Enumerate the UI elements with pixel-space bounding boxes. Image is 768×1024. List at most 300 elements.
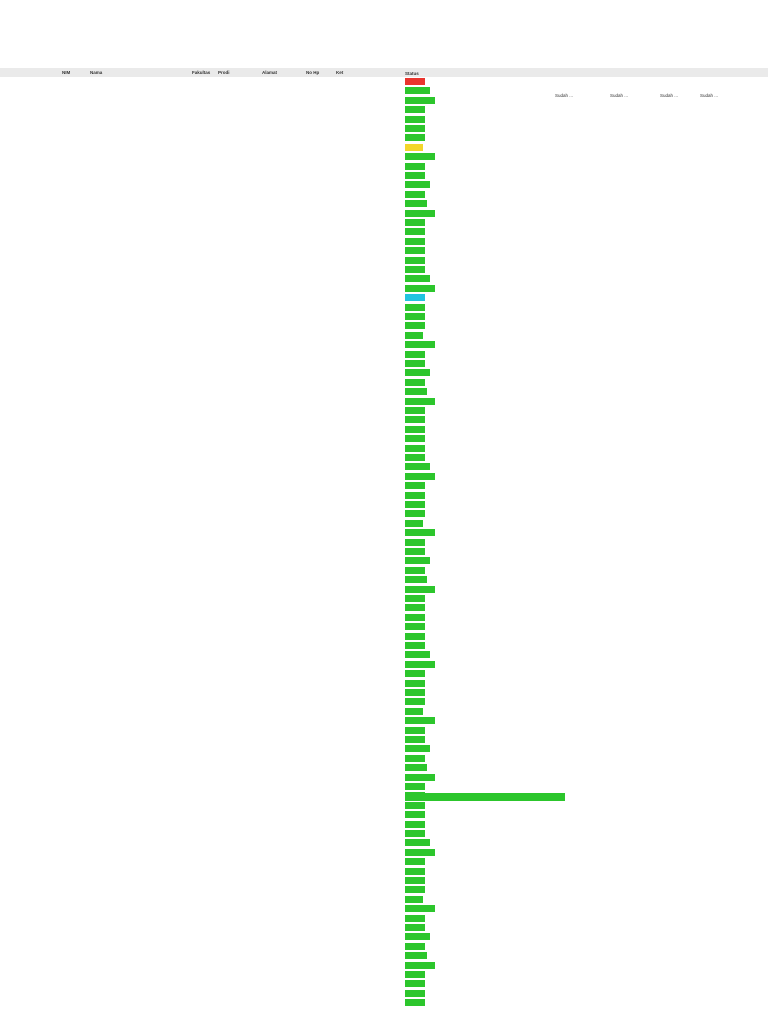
table-row[interactable] <box>0 359 768 368</box>
table-cell[interactable] <box>192 519 218 528</box>
table-cell[interactable] <box>62 594 88 603</box>
table-cell[interactable] <box>306 716 336 725</box>
table-cell[interactable] <box>218 641 262 650</box>
table-cell[interactable] <box>90 519 190 528</box>
table-row[interactable] <box>0 970 768 979</box>
table-cell[interactable] <box>336 500 406 509</box>
table-row[interactable] <box>0 848 768 857</box>
table-cell[interactable] <box>62 829 88 838</box>
table-row[interactable] <box>0 885 768 894</box>
table-cell[interactable] <box>336 613 406 622</box>
table-cell[interactable] <box>62 472 88 481</box>
table-cell[interactable] <box>306 660 336 669</box>
table-cell[interactable] <box>262 895 306 904</box>
table-cell[interactable] <box>218 491 262 500</box>
table-cell[interactable] <box>218 547 262 556</box>
table-cell[interactable] <box>90 143 190 152</box>
table-cell[interactable] <box>262 519 306 528</box>
table-cell[interactable] <box>62 697 88 706</box>
table-row[interactable] <box>0 998 768 1007</box>
table-cell[interactable] <box>62 679 88 688</box>
table-cell[interactable] <box>336 829 406 838</box>
table-cell[interactable] <box>306 904 336 913</box>
table-cell[interactable] <box>306 293 336 302</box>
table-cell[interactable] <box>218 434 262 443</box>
status-cell[interactable] <box>405 125 425 132</box>
table-cell[interactable] <box>262 998 306 1007</box>
table-cell[interactable] <box>192 603 218 612</box>
table-cell[interactable] <box>90 838 190 847</box>
table-cell[interactable] <box>306 237 336 246</box>
table-cell[interactable] <box>192 848 218 857</box>
table-cell[interactable] <box>306 970 336 979</box>
table-row[interactable] <box>0 773 768 782</box>
table-cell[interactable] <box>306 726 336 735</box>
table-cell[interactable] <box>62 932 88 941</box>
table-cell[interactable] <box>306 500 336 509</box>
status-cell[interactable] <box>405 313 425 320</box>
table-cell[interactable] <box>218 782 262 791</box>
table-cell[interactable] <box>192 265 218 274</box>
table-cell[interactable] <box>336 77 406 86</box>
table-cell[interactable] <box>218 415 262 424</box>
table-cell[interactable] <box>192 556 218 565</box>
table-cell[interactable] <box>62 321 88 330</box>
table-cell[interactable] <box>62 77 88 86</box>
table-cell[interactable] <box>306 190 336 199</box>
table-cell[interactable] <box>336 265 406 274</box>
table-cell[interactable] <box>192 885 218 894</box>
table-cell[interactable] <box>90 491 190 500</box>
table-cell[interactable] <box>306 885 336 894</box>
table-cell[interactable] <box>306 603 336 612</box>
table-cell[interactable] <box>90 942 190 951</box>
table-cell[interactable] <box>218 754 262 763</box>
table-cell[interactable] <box>218 810 262 819</box>
table-row[interactable] <box>0 594 768 603</box>
table-cell[interactable] <box>192 961 218 970</box>
table-cell[interactable] <box>90 152 190 161</box>
table-cell[interactable] <box>62 133 88 142</box>
table-cell[interactable] <box>306 810 336 819</box>
table-cell[interactable] <box>336 895 406 904</box>
table-cell[interactable] <box>90 86 190 95</box>
table-cell[interactable] <box>218 744 262 753</box>
table-cell[interactable] <box>306 199 336 208</box>
table-cell[interactable] <box>90 820 190 829</box>
table-cell[interactable] <box>218 857 262 866</box>
table-cell[interactable] <box>336 303 406 312</box>
table-cell[interactable] <box>336 782 406 791</box>
table-cell[interactable] <box>306 688 336 697</box>
status-cell[interactable] <box>405 257 425 264</box>
table-cell[interactable] <box>262 378 306 387</box>
table-cell[interactable] <box>192 378 218 387</box>
table-cell[interactable] <box>336 942 406 951</box>
table-cell[interactable] <box>262 660 306 669</box>
table-cell[interactable] <box>262 613 306 622</box>
table-cell[interactable] <box>218 556 262 565</box>
table-cell[interactable] <box>192 744 218 753</box>
table-row[interactable] <box>0 857 768 866</box>
table-row[interactable] <box>0 124 768 133</box>
status-cell[interactable] <box>405 698 425 705</box>
table-cell[interactable] <box>218 481 262 490</box>
table-row[interactable] <box>0 575 768 584</box>
status-cell[interactable] <box>405 304 425 311</box>
table-cell[interactable] <box>306 133 336 142</box>
table-cell[interactable] <box>62 397 88 406</box>
table-cell[interactable] <box>262 735 306 744</box>
table-cell[interactable] <box>306 227 336 236</box>
table-cell[interactable] <box>90 133 190 142</box>
table-cell[interactable] <box>192 133 218 142</box>
table-cell[interactable] <box>90 425 190 434</box>
table-cell[interactable] <box>306 462 336 471</box>
table-row[interactable] <box>0 829 768 838</box>
table-cell[interactable] <box>62 810 88 819</box>
table-cell[interactable] <box>262 491 306 500</box>
table-cell[interactable] <box>90 998 190 1007</box>
table-cell[interactable] <box>62 754 88 763</box>
table-cell[interactable] <box>62 491 88 500</box>
table-cell[interactable] <box>218 444 262 453</box>
table-cell[interactable] <box>192 979 218 988</box>
table-row[interactable] <box>0 406 768 415</box>
table-row[interactable] <box>0 387 768 396</box>
table-row[interactable] <box>0 679 768 688</box>
table-cell[interactable] <box>218 895 262 904</box>
table-row[interactable] <box>0 218 768 227</box>
table-row[interactable] <box>0 500 768 509</box>
table-cell[interactable] <box>262 566 306 575</box>
table-cell[interactable] <box>336 876 406 885</box>
table-cell[interactable] <box>218 848 262 857</box>
table-cell[interactable] <box>90 660 190 669</box>
table-row[interactable] <box>0 641 768 650</box>
table-cell[interactable] <box>90 368 190 377</box>
status-cell[interactable] <box>405 435 425 442</box>
table-row[interactable] <box>0 688 768 697</box>
table-cell[interactable] <box>62 763 88 772</box>
table-cell[interactable] <box>306 321 336 330</box>
table-cell[interactable] <box>336 810 406 819</box>
table-cell[interactable] <box>218 462 262 471</box>
table-cell[interactable] <box>306 538 336 547</box>
status-cell[interactable] <box>405 736 425 743</box>
table-cell[interactable] <box>336 274 406 283</box>
table-cell[interactable] <box>218 613 262 622</box>
table-cell[interactable] <box>336 199 406 208</box>
table-cell[interactable] <box>90 397 190 406</box>
table-cell[interactable] <box>306 566 336 575</box>
table-cell[interactable] <box>306 679 336 688</box>
table-row[interactable] <box>0 237 768 246</box>
status-cell[interactable] <box>405 153 435 160</box>
table-cell[interactable] <box>336 932 406 941</box>
table-cell[interactable] <box>62 500 88 509</box>
table-cell[interactable] <box>262 744 306 753</box>
table-cell[interactable] <box>192 801 218 810</box>
table-cell[interactable] <box>62 603 88 612</box>
table-cell[interactable] <box>218 622 262 631</box>
table-cell[interactable] <box>306 312 336 321</box>
table-cell[interactable] <box>62 838 88 847</box>
table-cell[interactable] <box>90 914 190 923</box>
status-cell[interactable] <box>405 548 425 555</box>
table-cell[interactable] <box>62 359 88 368</box>
table-cell[interactable] <box>62 782 88 791</box>
table-cell[interactable] <box>306 848 336 857</box>
table-cell[interactable] <box>306 378 336 387</box>
table-row[interactable] <box>0 528 768 537</box>
table-cell[interactable] <box>262 791 306 800</box>
table-cell[interactable] <box>262 848 306 857</box>
table-cell[interactable] <box>62 209 88 218</box>
table-row[interactable] <box>0 293 768 302</box>
table-cell[interactable] <box>262 77 306 86</box>
table-cell[interactable] <box>90 575 190 584</box>
header-cell[interactable]: Prodi <box>218 70 230 75</box>
status-cell[interactable] <box>405 755 425 762</box>
table-cell[interactable] <box>262 801 306 810</box>
table-cell[interactable] <box>262 970 306 979</box>
table-cell[interactable] <box>306 453 336 462</box>
table-cell[interactable] <box>336 528 406 537</box>
table-cell[interactable] <box>192 622 218 631</box>
table-cell[interactable] <box>306 932 336 941</box>
table-cell[interactable] <box>218 876 262 885</box>
table-cell[interactable] <box>62 660 88 669</box>
table-cell[interactable] <box>90 829 190 838</box>
table-cell[interactable] <box>192 350 218 359</box>
status-cell[interactable] <box>405 144 423 151</box>
table-cell[interactable] <box>62 716 88 725</box>
status-cell[interactable] <box>405 247 425 254</box>
table-cell[interactable] <box>218 763 262 772</box>
table-row[interactable] <box>0 838 768 847</box>
table-cell[interactable] <box>218 406 262 415</box>
table-cell[interactable] <box>262 867 306 876</box>
status-cell[interactable] <box>405 210 435 217</box>
status-cell[interactable] <box>405 407 425 414</box>
table-row[interactable] <box>0 904 768 913</box>
table-cell[interactable] <box>306 801 336 810</box>
table-cell[interactable] <box>62 848 88 857</box>
status-cell[interactable] <box>405 78 425 85</box>
table-cell[interactable] <box>306 397 336 406</box>
table-cell[interactable] <box>262 820 306 829</box>
table-cell[interactable] <box>62 998 88 1007</box>
table-cell[interactable] <box>306 773 336 782</box>
table-row[interactable] <box>0 613 768 622</box>
table-cell[interactable] <box>336 744 406 753</box>
table-cell[interactable] <box>90 754 190 763</box>
table-row[interactable] <box>0 660 768 669</box>
table-cell[interactable] <box>90 481 190 490</box>
table-cell[interactable] <box>192 321 218 330</box>
table-cell[interactable] <box>192 256 218 265</box>
table-cell[interactable] <box>336 622 406 631</box>
table-cell[interactable] <box>218 209 262 218</box>
status-cell[interactable] <box>405 322 425 329</box>
table-cell[interactable] <box>262 133 306 142</box>
table-cell[interactable] <box>336 124 406 133</box>
status-cell[interactable] <box>405 473 435 480</box>
table-cell[interactable] <box>262 688 306 697</box>
status-cell[interactable] <box>405 999 425 1006</box>
table-cell[interactable] <box>336 453 406 462</box>
status-cell[interactable] <box>405 341 435 348</box>
table-cell[interactable] <box>262 857 306 866</box>
table-cell[interactable] <box>306 632 336 641</box>
table-cell[interactable] <box>336 594 406 603</box>
table-cell[interactable] <box>90 171 190 180</box>
table-cell[interactable] <box>192 782 218 791</box>
table-cell[interactable] <box>262 209 306 218</box>
table-cell[interactable] <box>306 77 336 86</box>
status-cell[interactable] <box>405 604 425 611</box>
table-cell[interactable] <box>192 857 218 866</box>
table-cell[interactable] <box>192 397 218 406</box>
table-cell[interactable] <box>192 932 218 941</box>
status-cell[interactable] <box>405 680 425 687</box>
status-cell[interactable] <box>405 238 425 245</box>
status-cell[interactable] <box>405 868 425 875</box>
table-cell[interactable] <box>90 293 190 302</box>
table-cell[interactable] <box>336 669 406 678</box>
table-cell[interactable] <box>336 688 406 697</box>
table-cell[interactable] <box>62 707 88 716</box>
table-row[interactable] <box>0 942 768 951</box>
table-row[interactable] <box>0 77 768 86</box>
table-cell[interactable] <box>262 876 306 885</box>
table-cell[interactable] <box>218 321 262 330</box>
table-cell[interactable] <box>62 961 88 970</box>
status-cell[interactable] <box>405 586 435 593</box>
table-cell[interactable] <box>262 481 306 490</box>
table-cell[interactable] <box>306 340 336 349</box>
table-cell[interactable] <box>192 632 218 641</box>
table-cell[interactable] <box>218 585 262 594</box>
table-cell[interactable] <box>262 86 306 95</box>
table-cell[interactable] <box>306 575 336 584</box>
table-cell[interactable] <box>306 143 336 152</box>
table-cell[interactable] <box>192 462 218 471</box>
table-cell[interactable] <box>306 735 336 744</box>
table-cell[interactable] <box>62 274 88 283</box>
table-cell[interactable] <box>90 763 190 772</box>
table-cell[interactable] <box>262 312 306 321</box>
table-cell[interactable] <box>262 538 306 547</box>
table-cell[interactable] <box>336 227 406 236</box>
table-row[interactable] <box>0 556 768 565</box>
table-cell[interactable] <box>262 453 306 462</box>
table-cell[interactable] <box>336 914 406 923</box>
table-cell[interactable] <box>192 303 218 312</box>
status-cell[interactable] <box>405 595 425 602</box>
table-cell[interactable] <box>336 86 406 95</box>
table-row[interactable] <box>0 227 768 236</box>
table-cell[interactable] <box>192 669 218 678</box>
table-cell[interactable] <box>262 904 306 913</box>
table-cell[interactable] <box>90 265 190 274</box>
table-cell[interactable] <box>218 500 262 509</box>
table-cell[interactable] <box>336 923 406 932</box>
table-cell[interactable] <box>62 227 88 236</box>
table-cell[interactable] <box>62 735 88 744</box>
table-cell[interactable] <box>62 613 88 622</box>
table-cell[interactable] <box>62 340 88 349</box>
table-cell[interactable] <box>218 735 262 744</box>
table-cell[interactable] <box>62 415 88 424</box>
table-row[interactable] <box>0 444 768 453</box>
table-cell[interactable] <box>262 256 306 265</box>
table-cell[interactable] <box>336 519 406 528</box>
table-row[interactable] <box>0 669 768 678</box>
table-cell[interactable] <box>262 397 306 406</box>
table-cell[interactable] <box>192 227 218 236</box>
table-cell[interactable] <box>62 406 88 415</box>
table-cell[interactable] <box>192 923 218 932</box>
table-cell[interactable] <box>306 989 336 998</box>
table-cell[interactable] <box>90 378 190 387</box>
table-cell[interactable] <box>62 622 88 631</box>
table-cell[interactable] <box>90 613 190 622</box>
table-row[interactable] <box>0 876 768 885</box>
table-cell[interactable] <box>90 434 190 443</box>
table-cell[interactable] <box>306 481 336 490</box>
table-cell[interactable] <box>306 519 336 528</box>
table-cell[interactable] <box>90 707 190 716</box>
table-cell[interactable] <box>90 284 190 293</box>
table-cell[interactable] <box>62 387 88 396</box>
table-cell[interactable] <box>192 472 218 481</box>
table-cell[interactable] <box>90 500 190 509</box>
table-row[interactable] <box>0 754 768 763</box>
table-cell[interactable] <box>306 857 336 866</box>
table-cell[interactable] <box>306 528 336 537</box>
table-cell[interactable] <box>306 895 336 904</box>
table-cell[interactable] <box>336 838 406 847</box>
table-cell[interactable] <box>336 791 406 800</box>
table-cell[interactable] <box>90 641 190 650</box>
table-cell[interactable] <box>62 105 88 114</box>
table-cell[interactable] <box>306 556 336 565</box>
table-cell[interactable] <box>62 293 88 302</box>
status-cell[interactable] <box>405 492 425 499</box>
table-row[interactable] <box>0 481 768 490</box>
table-cell[interactable] <box>336 143 406 152</box>
status-cell[interactable] <box>405 858 425 865</box>
header-cell[interactable]: Alamat <box>262 70 278 75</box>
table-cell[interactable] <box>62 885 88 894</box>
status-cell[interactable] <box>405 943 425 950</box>
table-cell[interactable] <box>336 350 406 359</box>
table-cell[interactable] <box>218 472 262 481</box>
table-cell[interactable] <box>262 632 306 641</box>
table-row[interactable] <box>0 274 768 283</box>
table-cell[interactable] <box>336 857 406 866</box>
table-cell[interactable] <box>192 237 218 246</box>
table-cell[interactable] <box>336 481 406 490</box>
table-cell[interactable] <box>90 415 190 424</box>
table-cell[interactable] <box>62 368 88 377</box>
status-cell[interactable] <box>405 529 435 536</box>
table-cell[interactable] <box>262 697 306 706</box>
table-cell[interactable] <box>262 989 306 998</box>
table-cell[interactable] <box>336 218 406 227</box>
